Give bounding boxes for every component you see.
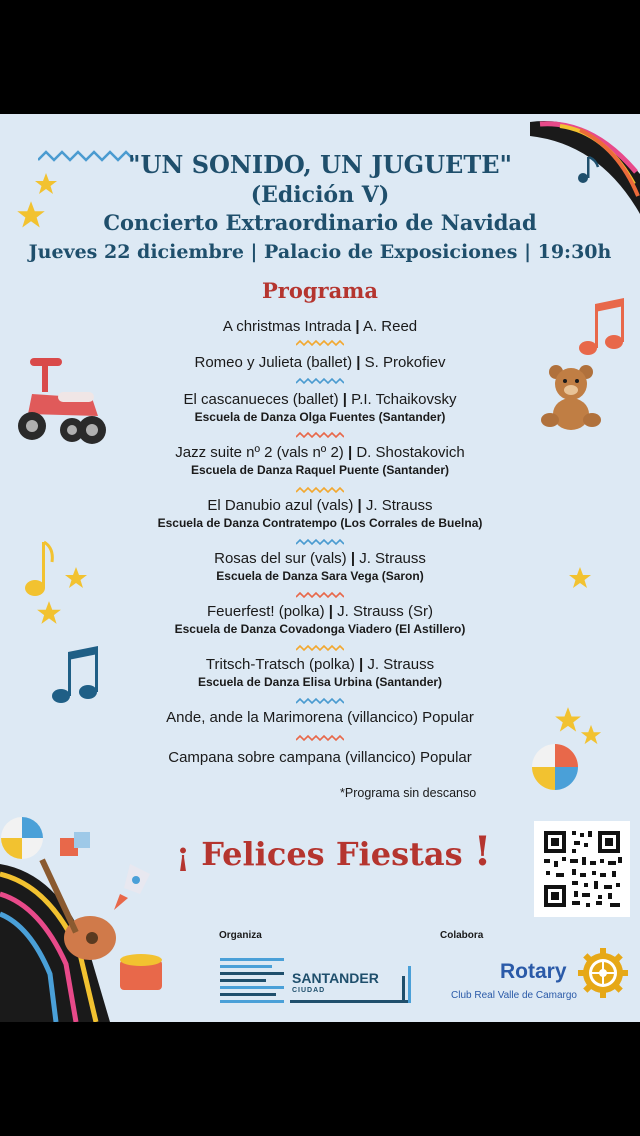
program-item: [0, 354, 640, 371]
qr-code-icon[interactable]: [534, 821, 630, 917]
greeting-text: Felices Fiestas: [201, 835, 463, 873]
composer: J. Strauss: [367, 656, 435, 673]
wave-divider-icon: [296, 734, 344, 742]
composer: J. Strauss: [365, 497, 433, 514]
separator: |: [328, 603, 333, 620]
work-title: El Danubio azul (vals): [207, 497, 354, 514]
program-item: [0, 550, 640, 583]
rotary-club-name: Club Real Valle de Camargo: [451, 990, 577, 1001]
program-item: [0, 603, 640, 636]
wave-divider-icon: [296, 377, 344, 385]
work-title: Jazz suite nº 2 (vals nº 2): [175, 444, 344, 461]
toys-collage-decoration: [0, 814, 170, 1022]
holiday-greeting: [176, 828, 491, 875]
dance-school: Escuela de Danza Olga Fuentes (Santander): [194, 410, 446, 424]
work-title: A christmas Intrada: [222, 318, 352, 335]
composer: J. Strauss: [359, 550, 426, 567]
composer: D. Shostakovich: [356, 444, 465, 461]
work-title: El cascanueces (ballet): [183, 391, 339, 408]
program-item: [0, 318, 640, 335]
separator: |: [359, 656, 364, 673]
wave-divider-icon: [296, 538, 344, 546]
rotary-wheel-icon: [578, 948, 628, 998]
organizer-label: Organiza: [219, 930, 262, 941]
concert-poster: [0, 114, 640, 1022]
star-icon: [580, 724, 602, 746]
work-title: Ande, ande la Marimorena (villancico) Popular: [166, 709, 474, 726]
concert-subtitle: Concierto Extraordinario de Navidad: [103, 210, 537, 235]
program-item: [0, 709, 640, 726]
program-item: [0, 444, 640, 477]
dance-school: Escuela de Danza Covadonga Viadero (El Astillero): [174, 622, 466, 636]
separator: |: [357, 497, 362, 514]
composer: P.I. Tchaikovsky: [351, 391, 457, 408]
dance-school: Escuela de Danza Sara Vega (Saron): [216, 569, 424, 583]
event-title: "UN SONIDO, UN JUGUETE": [127, 150, 513, 179]
program-item: [0, 749, 640, 766]
rotary-name: Rotary: [500, 960, 567, 983]
wave-divider-icon: [296, 431, 344, 439]
program-item: [0, 497, 640, 530]
separator: |: [350, 550, 356, 567]
santander-subtitle: CIUDAD: [292, 987, 326, 994]
wave-divider-icon: [296, 339, 344, 347]
santander-name: SANTANDER: [292, 970, 379, 986]
greeting-close-mark: !: [473, 828, 492, 875]
composer: J. Strauss (Sr): [337, 603, 433, 620]
wave-divider-icon: [296, 644, 344, 652]
program-footnote: *Programa sin descanso: [340, 786, 477, 800]
collaborator-label: Colabora: [440, 930, 484, 941]
dance-school: Escuela de Danza Contratempo (Los Corrales de Buelna): [157, 516, 483, 530]
wave-divider-icon: [296, 486, 344, 494]
dance-school: Escuela de Danza Elisa Urbina (Santander): [197, 675, 443, 689]
work-title: Tritsch-Tratsch (polka): [205, 656, 355, 673]
edition-subtitle: (Edición V): [250, 182, 390, 208]
separator: |: [356, 354, 361, 371]
greeting-open-mark: ¡: [176, 835, 191, 873]
work-title: Rosas del sur (vals): [214, 550, 347, 567]
separator: |: [347, 444, 353, 461]
program-item: [0, 656, 640, 689]
separator: |: [355, 318, 360, 335]
dance-school: Escuela de Danza Raquel Puente (Santander): [190, 463, 450, 477]
work-title: Campana sobre campana (villancico) Popular: [168, 749, 472, 766]
program-heading: Programa: [261, 278, 379, 303]
wave-divider-icon: [296, 591, 344, 599]
wave-divider-icon: [296, 697, 344, 705]
event-details: Jueves 22 diciembre | Palacio de Exposiciones | 19:30h: [28, 241, 612, 263]
work-title: Romeo y Julieta (ballet): [194, 354, 353, 371]
work-title: Feuerfest! (polka): [207, 603, 325, 620]
program-item: [0, 391, 640, 424]
composer: A. Reed: [362, 318, 418, 335]
composer: S. Prokofiev: [364, 354, 446, 371]
separator: |: [342, 391, 347, 408]
